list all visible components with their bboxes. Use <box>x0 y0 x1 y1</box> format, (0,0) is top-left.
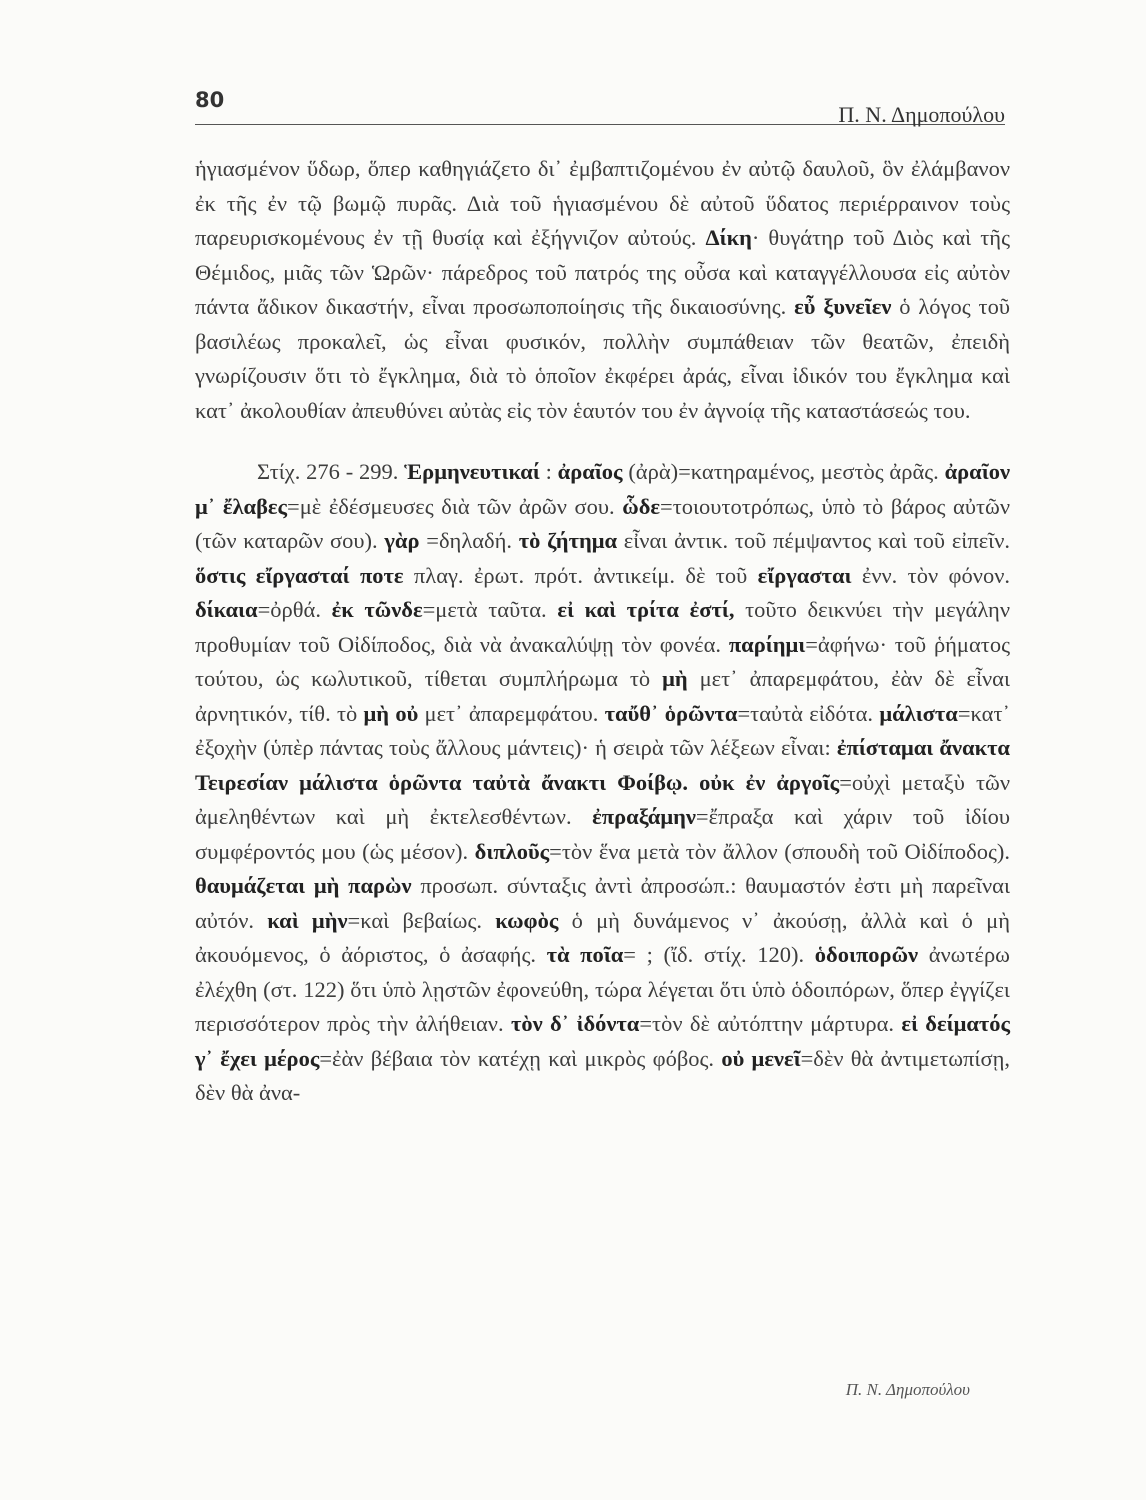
paragraph2-text <box>195 455 1010 1111</box>
footer-signature: Π. Ν. Δημοπούλου <box>845 1380 970 1399</box>
lemma-term: ἐκ τῶνδε <box>331 597 423 622</box>
lemma-term: μὴ οὐ <box>363 700 419 726</box>
lemma-term: δίκαια <box>195 597 258 622</box>
paragraph1-text <box>195 152 1010 428</box>
lemma-term: εἰ καὶ τρίτα ἐστί, <box>557 597 735 622</box>
gloss-text: =ἐὰν βέβαια τὸν κατέχῃ καὶ μικρὸς φόβος. <box>319 1045 722 1071</box>
lemma-term: ἀραῖος <box>557 459 623 484</box>
gloss-text: =μετὰ ταῦτα. <box>422 597 558 622</box>
gloss-text: μετ᾽ ἀπαρεμφάτου, ἐὰν δὲ εἶναι ἀρνητικόν, τίθ. τὸ <box>195 666 1011 726</box>
lemma-term: κωφὸς <box>495 907 559 933</box>
gloss-text: τοῦτο δεικνύει τὴν μεγάλην προθυμίαν τοῦ Οἰδίποδος, διὰ νὰ ἀνακαλύψῃ τὸν φονέα. <box>195 597 1010 657</box>
gloss-text: ὁ μὴ δυνάμενος ν᾽ ἀκούσῃ, ἀλλὰ καὶ ὁ μὴ ἀκουόμενος, ὁ ἀόριστος, ὁ ἀσαφής. <box>195 907 1011 967</box>
lemma-term: μὴ <box>662 666 688 691</box>
gloss-text: πλαγ. ἐρωτ. πρότ. ἀντικείμ. δὲ τοῦ <box>403 562 758 588</box>
lemma-term: ἐπίσταμαι ἄνακτα Τειρεσίαν μάλιστα ὁρῶντα ταὐτὰ ἄνακτι Φοίβῳ. οὐκ ἐν ἀργοῖς <box>195 735 1010 795</box>
lemma-term: Ἑρμηνευτικαί <box>404 459 540 484</box>
gloss-text: =ταὐτὰ εἰδότα. <box>737 700 880 726</box>
gloss-text: προσωπ. σύνταξις ἀντὶ ἀπροσώπ.: θαυμαστόν ἐστι μὴ παρεῖναι αὐτόν. <box>195 873 1010 933</box>
lemma-term: θαυμάζεται μὴ παρὼν <box>195 873 412 898</box>
lemma-term: Δίκη <box>705 225 752 250</box>
gloss-text: =τοιουτοτρόπως, ὑπὸ τὸ βάρος αὐτῶν (τῶν καταρῶν σου). <box>195 493 1011 553</box>
gloss-text: : <box>539 459 558 484</box>
gloss-text: =οὐχὶ μεταξὺ τῶν ἀμεληθέντων καὶ μὴ ἐκτελεσθέντων. <box>195 769 1011 829</box>
lemma-term: τὸ ζήτημα <box>518 528 618 553</box>
paragraph-2 <box>195 455 1010 1111</box>
gloss-text: =τὸν δὲ αὐτόπτην μάρτυρα. <box>639 1011 902 1036</box>
gloss-text: (ἀρὰ)=κατηραμένος, μεστὸς ἀρᾶς. <box>622 459 945 484</box>
lemma-term: ταὔθ᾽ ὁρῶντα <box>604 700 738 726</box>
gloss-text: =κατ᾽ ἐξοχὴν (ὑπὲρ πάντας τοὺς ἄλλους μάντεις)· ἡ σειρὰ τῶν λέξεων εἶναι: <box>195 700 1010 760</box>
lemma-term: ὁδοιπορῶν <box>814 942 919 967</box>
gloss-text: ἡγιασμένον ὕδωρ, ὅπερ καθηγιάζετο δι᾽ ἐμβαπτιζομένου ἐν αὐτῷ δαυλοῦ, ὃν ἐλάμβανον ἐκ τῆς ἐν τῷ βωμῷ πυρᾶς. Διὰ τοῦ ἡγιασμένου δὲ αὐτοῦ ὕδατος περιέρραινον τοὺς παρευρισκομένους ἐν τῇ θυσίᾳ καὶ ἐξήγνιζον αὐτούς. <box>195 156 1010 250</box>
gloss-text: εἶναι ἀντικ. τοῦ πέμψαντος καὶ τοῦ εἰπεῖν. <box>617 528 1010 553</box>
lemma-term: διπλοῦς <box>474 838 550 864</box>
gloss-text: ὁ λόγος τοῦ βασιλέως προκαλεῖ, ὡς εἶναι φυσικόν, πολλὴν συμπάθειαν τῶν θεατῶν, ἐπειδὴ γνωρίζουσιν ὅτι τὸ ἔγκλημα, διὰ τὸ ὁποῖον ἐκφέρει ἀράς, εἶναι ἰδικόν του ἔγκλημα καὶ κατ᾽ ἀκολουθίαν ἀπευθύνει αὐτὰς εἰς τὸν ἑαυτόν του ἐν ἀγνοίᾳ τῆς καταστάσεώς του. <box>195 294 1010 423</box>
lemma-term: ἐπραξάμην <box>592 804 696 829</box>
gloss-text: ἀνωτέρω ἐλέχθη (στ. 122) ὅτι ὑπὸ λῃστῶν ἐφονεύθη, τώρα λέγεται ὅτι ὑπὸ ὁδοιπόρων, ὅπερ ἐγγίζει περισσότερον πρὸς τὴν ἀλήθειαν. <box>195 942 1010 1036</box>
lemma-term: εἴργασται <box>757 562 852 588</box>
commentary-body <box>195 152 1010 1111</box>
gloss-text: μετ᾽ ἀπαρεμφάτου. <box>418 700 605 726</box>
lemma-term: εἰ δείματός γ᾽ ἔχει μέρος <box>195 1011 1010 1071</box>
lemma-term: ἀραῖον μ᾽ ἔλαβες <box>195 459 1010 519</box>
paragraph-1 <box>195 152 1010 428</box>
gloss-text: =μὲ ἐδέσμευσες διὰ τῶν ἀρῶν σου. <box>287 493 623 519</box>
gloss-text: =ἀφήνω· τοῦ ῥήματος τούτου, ὡς κωλυτικοῦ, τίθεται συμπλήρωμα τὸ <box>195 631 1010 691</box>
lemma-term: ὧδε <box>622 493 661 519</box>
lemma-term: ὅστις εἴργασταί ποτε <box>195 562 404 588</box>
gloss-text: =τὸν ἕνα μετὰ τὸν ἄλλον (σπουδὴ τοῦ Οἰδίποδος). <box>549 838 1010 864</box>
gloss-text: =καὶ βεβαίως. <box>347 907 496 933</box>
running-head: Π. Ν. Δημοπούλου <box>838 102 1005 127</box>
lemma-term: τὰ ποῖα <box>546 942 624 967</box>
lemma-term: παρίημι <box>728 631 806 657</box>
lemma-term: τὸν δ᾽ ἰδόντα <box>510 1011 640 1036</box>
lemma-term: καὶ μὴν <box>267 907 348 933</box>
gloss-text: ἐνν. τὸν φόνον. <box>851 562 1010 588</box>
lemma-term: γὰρ <box>384 528 420 553</box>
gloss-text: =ὀρθά. <box>257 597 332 622</box>
lemma-term: μάλιστα <box>879 700 958 726</box>
lemma-term: εὖ ξυνεῖεν <box>794 294 892 319</box>
gloss-text: =δὲν θὰ ἀντιμετωπίσῃ, δὲν θὰ ἀνα- <box>195 1045 1010 1105</box>
gloss-text: =ἔπραξα καὶ χάριν τοῦ ἰδίου συμφέροντός μου (ὡς μέσον). <box>195 804 1011 864</box>
page-number: 80 <box>195 88 225 112</box>
gloss-text: = ; (ἴδ. στίχ. 120). <box>623 942 815 967</box>
gloss-text: =δηλαδή. <box>419 528 519 553</box>
gloss-text: Στίχ. 276 - 299. <box>257 459 405 484</box>
gloss-text: · θυγάτηρ τοῦ Διὸς καὶ τῆς Θέμιδος, μιᾶς τῶν Ὡρῶν· πάρεδρος τοῦ πατρός της οὖσα καὶ καταγγέλλουσα εἰς αὐτὸν πάντα ἄδικον δικαστήν, εἶναι προσωποποίησις τῆς δικαιοσύνης. <box>195 225 1010 319</box>
lemma-term: οὐ μενεῖ <box>721 1045 801 1071</box>
page-header <box>195 84 1005 125</box>
